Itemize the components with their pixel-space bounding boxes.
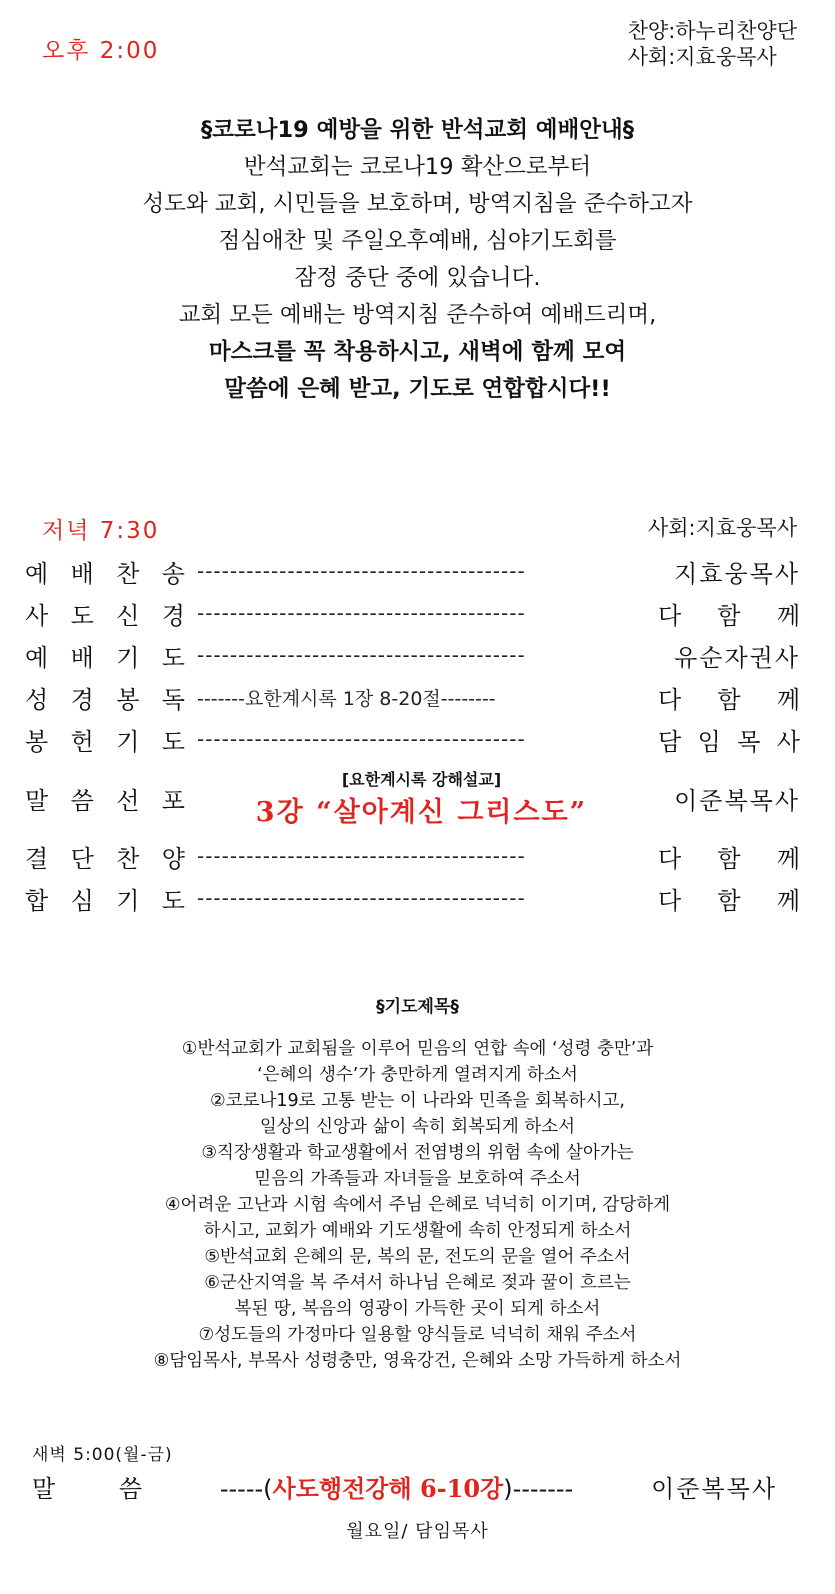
label-char: 성 [25,685,49,714]
dawn-footer: 월요일/ 담임목사 [346,1521,489,1542]
worship-row [25,719,800,759]
notice-bold-line: 말씀에 은혜 받고, 기도로 연합합시다!! [224,376,611,402]
row-label [25,781,185,816]
row-person [658,722,800,757]
label-char: 신 [116,601,140,630]
label-char: 다 [658,844,682,873]
label-char: 께 [776,886,800,915]
label-char: 예 [25,559,49,588]
worship-row [25,836,800,876]
row-person [658,596,800,631]
prayer-line: ②코로나19로 고통 받는 이 나라와 민족을 회복하시고, [210,1091,625,1111]
label-char: 사 [776,727,800,756]
prayer-line: ⑧담임목사, 부목사 성령충만, 영육강건, 은혜와 소망 가득하게 하소서 [153,1351,682,1371]
label-char: 헌 [70,727,94,756]
afternoon-choir: 찬양:하누리찬양단 [627,19,797,43]
notice-line: 교회 모든 예배는 방역지침 준수하여 예배드리며, [178,302,657,328]
label-char: 심 [70,886,94,915]
afternoon-time: 오후 2:00 [42,38,160,64]
label-char: 송 [161,559,185,588]
row-person: 이준복목사 [674,786,800,815]
row-person [658,680,800,715]
label-char: 함 [717,844,741,873]
notice-line: 잠정 중단 중에 있습니다. [294,265,541,291]
label-char: 임 [697,727,721,756]
dawn-sermon [142,1469,651,1504]
worship-row [25,635,800,675]
label-char: 께 [776,601,800,630]
notice-line: 성도와 교회, 시민들을 보호하며, 방역지침을 준수하고자 [142,191,693,217]
prayer-line: ④어려운 고난과 시험 속에서 주님 은혜로 넉넉히 이기며, 감당하게 [164,1195,671,1215]
label-char: 기 [116,643,140,672]
label-char: 예 [25,643,49,672]
label-char: 담 [658,727,682,756]
row-label [25,638,185,673]
notice-title: §코로나19 예방을 위한 반석교회 예배안내§ [201,117,634,143]
worship-row [25,551,800,591]
prayer-line: ⑥군산지역을 복 주셔서 하나님 은혜로 젖과 꿀이 흐르는 [204,1273,631,1293]
label-char: 기 [116,886,140,915]
dawn-person: 이준복목사 [651,1474,777,1503]
label-char: 함 [717,685,741,714]
label-char: 도 [161,727,185,756]
row-scripture: -------요한계시록 1장 8-20절-------- [197,687,496,710]
row-label [25,680,185,715]
prayer-line: ‘은혜의 생수’가 충만하게 열려지게 하소서 [257,1065,578,1085]
label-char: 께 [776,844,800,873]
label-char: 결 [25,844,49,873]
label-char: 봉 [116,685,140,714]
row-label [25,839,185,874]
row-person [658,839,800,874]
row-dashes: ---------------------------------------- [197,844,526,868]
dawn-sermon-series: 사도행전강해 6-10강 [272,1473,504,1503]
prayer-line: 하시고, 교회가 예배와 기도생활에 속히 안정되게 하소서 [203,1221,632,1241]
label-char: 배 [70,643,94,672]
prayer-line: ⑦성도들의 가정마다 일용할 양식들로 넉넉히 채워 주소서 [198,1325,637,1345]
row-dashes: ---------------------------------------- [197,601,526,625]
afternoon-info [628,18,797,70]
label-char: 찬 [116,844,140,873]
sermon-title: 3강 “살아계신 그리스도” [255,797,588,828]
label-char: 포 [161,786,185,815]
row-label [25,722,185,757]
row-dashes: ---------------------------------------- [197,886,526,910]
prayer-line: ③직장생활과 학교생활에서 전염병의 위험 속에 살아가는 [201,1143,634,1163]
row-dashes: ---------------------------------------- [197,727,526,751]
dawn-row [32,1468,777,1504]
label-char: 함 [717,601,741,630]
sermon-block [197,767,646,829]
notice-line: 반석교회는 코로나19 확산으로부터 [243,154,592,180]
sermon-row [25,762,800,834]
label-char: 사 [25,601,49,630]
row-person [658,881,800,916]
worship-row [25,593,800,633]
label-char: 말 [32,1474,56,1503]
label-char: 배 [70,559,94,588]
prayer-line: ①반석교회가 교회됨을 이루어 믿음의 연합 속에 ‘성령 충만’과 [181,1039,654,1059]
row-label [25,596,185,631]
row-person: 지효웅목사 [674,559,800,588]
label-char: 선 [116,786,140,815]
row-label [25,881,185,916]
label-char: 도 [70,601,94,630]
notice-line: 점심애찬 및 주일오후예배, 심야기도회를 [218,228,617,254]
dawn-label [32,1469,142,1504]
worship-row [25,878,800,918]
dawn-dash-right: )------- [503,1474,574,1503]
label-char: 씀 [70,786,94,815]
label-char: 봉 [25,727,49,756]
prayer-line: 일상의 신앙과 삶이 속히 회복되게 하소서 [259,1117,576,1137]
sermon-series: [요한계시록 강해설교] [341,770,502,789]
label-char: 합 [25,886,49,915]
prayer-line: 복된 땅, 복음의 영광이 가득한 곳이 되게 하소서 [234,1299,601,1319]
prayer-line: 믿음의 가족들과 자녀들을 보호하여 주소서 [254,1169,581,1189]
label-char: 기 [116,727,140,756]
row-dashes: ---------------------------------------- [197,559,526,583]
label-char: 다 [658,685,682,714]
notice-bold-line: 마스크를 꼭 착용하시고, 새벽에 함께 모여 [208,339,627,365]
label-char: 경 [161,601,185,630]
label-char: 도 [161,886,185,915]
label-char: 말 [25,786,49,815]
dawn-dash-left: -----( [219,1474,273,1503]
label-char: 다 [658,886,682,915]
label-char: 단 [70,844,94,873]
row-dashes: ---------------------------------------- [197,643,526,667]
label-char: 함 [717,886,741,915]
evening-time: 저녁 7:30 [42,518,160,544]
label-char: 독 [161,685,185,714]
label-char: 께 [776,685,800,714]
row-label [25,554,185,589]
label-char: 다 [658,601,682,630]
afternoon-leader: 사회:지효웅목사 [627,45,777,69]
dawn-time: 새벽 5:00(월-금) [32,1445,173,1465]
prayer-list [0,1036,835,1374]
prayer-title: §기도제목§ [376,997,459,1017]
covid-notice [0,112,835,408]
evening-leader: 사회:지효웅목사 [647,516,797,540]
worship-row [25,677,800,717]
prayer-line: ⑤반석교회 은혜의 문, 복의 문, 전도의 문을 열어 주소서 [204,1247,631,1267]
label-char: 도 [161,643,185,672]
label-char: 목 [737,727,761,756]
row-person: 유순자권사 [674,643,800,672]
label-char: 경 [70,685,94,714]
label-char: 씀 [118,1474,142,1503]
label-char: 양 [161,844,185,873]
label-char: 찬 [116,559,140,588]
